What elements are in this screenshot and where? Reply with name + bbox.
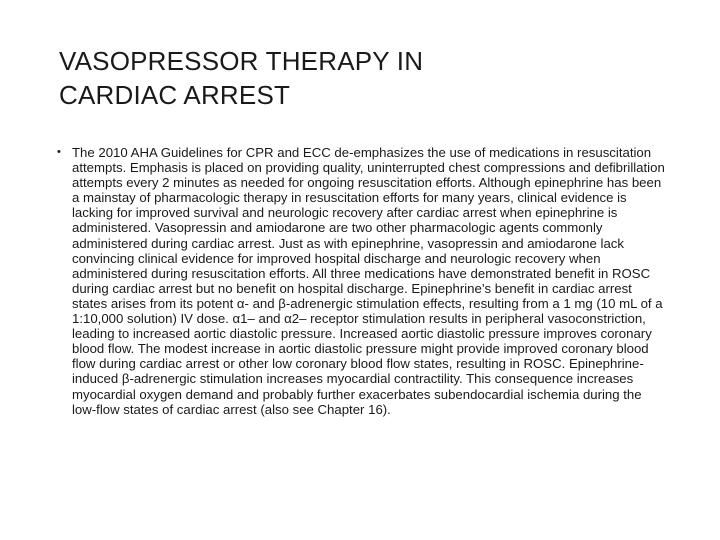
bullet-list: [56, 145, 666, 417]
bullet-text: The 2010 AHA Guidelines for CPR and ECC de-emphasizes the use of medications in resuscitation attempts. Emphasis is placed on providing quality, uninterrupted chest compressions and defibrillation attempts every 2 minutes as needed for ongoing resuscitation efforts. Although epinephrine has been a mainstay of pharmacologic therapy in resuscitation efforts for many years, clinical evidence is lacking for improved survival and neurologic recovery after cardiac arrest when epinephrine is administered. Vasopressin and amiodarone are two other pharmacologic agents commonly administered during cardiac arrest. Just as with epinephrine, vasopressin and amiodarone lack convincing clinical evidence for improved hospital discharge and neurologic recovery when administered during resuscitation efforts. All three medications have demonstrated benefit in ROSC during cardiac arrest but no benefit on hospital discharge. Epinephrine’s benefit in cardiac arrest states arises from its potent α- and β-adrenergic stimulation effects, resulting from a 1 mg (10 mL of a 1:10,000 solution) IV dose. α1– and α2– receptor stimulation results in peripheral vasoconstriction, leading to increased aortic diastolic pressure. Increased aortic diastolic pressure improves coronary blood flow. The modest increase in aortic diastolic pressure might provide improved coronary blood flow during cardiac arrest or other low coronary blood flow states, resulting in ROSC. Epinephrine-induced β-adrenergic stimulation increases myocardial contractility. This consequence increases myocardial oxygen demand and probably further exacerbates subendocardial ischemia during the low-flow states of cardiac arrest (also see Chapter 16).: [72, 145, 665, 417]
slide-title: VASOPRESSOR THERAPY IN CARDIAC ARREST: [59, 46, 424, 110]
bullet-item: [56, 145, 666, 417]
bullet-icon: •: [57, 146, 61, 158]
